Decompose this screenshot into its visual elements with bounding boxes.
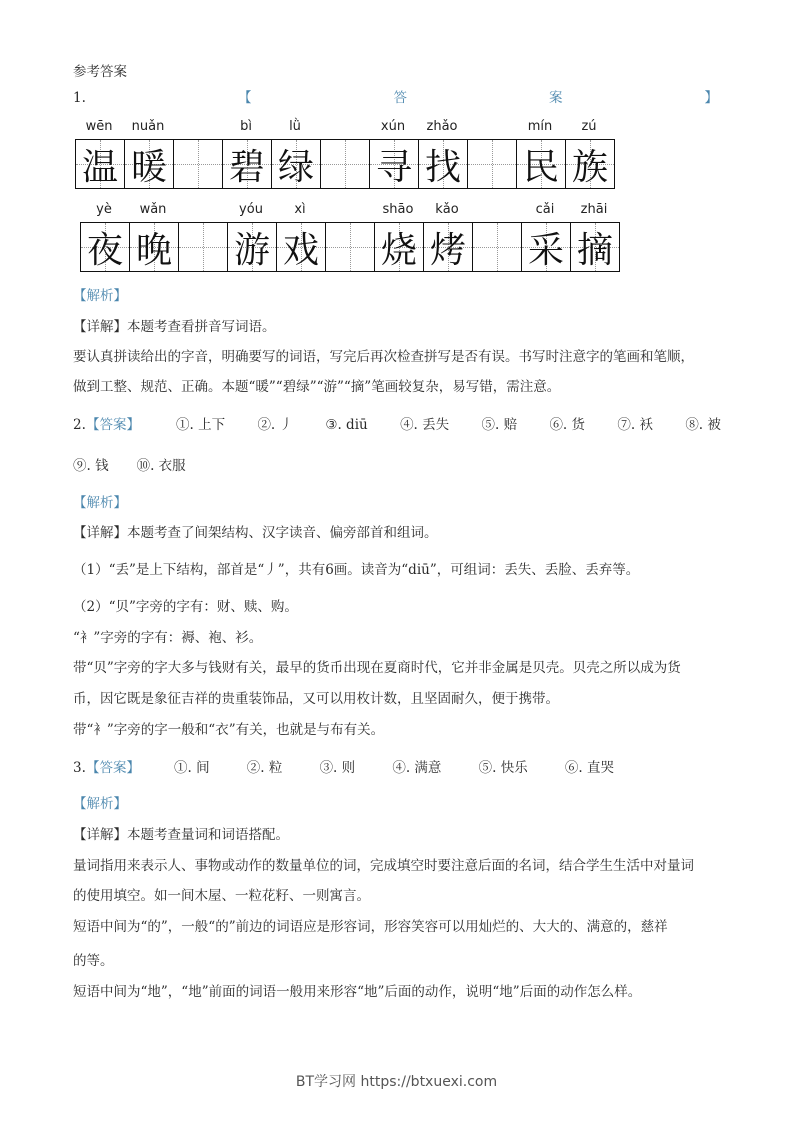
answer-item: ⑥. 货	[549, 417, 586, 433]
footer-watermark: BT学习网 https://btxuexi.com	[295, 1074, 498, 1090]
detail-text: 要认真拼读给出的字音，明确要写的词语，写完后再次检查拼写是否有误。书写时注意字的笔画和笔顺，	[73, 349, 694, 365]
pinyin-label: lǜ	[289, 119, 301, 134]
pinyin-label: kǎo	[435, 202, 459, 217]
grid-cell	[228, 222, 277, 272]
analysis-label-2: 【解析】	[73, 495, 127, 511]
grid-cell	[277, 222, 326, 272]
answer-item: ⑨. 钱	[73, 458, 109, 474]
answer-item: ①. 间	[174, 760, 210, 776]
grid-cell	[130, 222, 179, 272]
pinyin-label: wǎn	[139, 202, 167, 217]
detail-text: （1）“丢”是上下结构，部首是“丿”，共有6画。读音为“diū”，可组词：丢失、丢脸、丢弃等。	[73, 562, 640, 578]
answer-list-2	[176, 416, 721, 434]
grid-character: 晚	[135, 229, 172, 271]
grid-character: 族	[571, 146, 608, 188]
question-number-1: 1.	[73, 90, 86, 106]
answer-item: ①. 上下	[176, 417, 226, 433]
grid-character: 绿	[277, 146, 314, 188]
answer-item: ③. 则	[319, 760, 356, 776]
grid-cell	[76, 139, 125, 189]
detail-text: 量词指用来表示人、事物或动作的数量单位的词，完成填空时要注意后面的名词，结合学生生活中对量词	[73, 858, 694, 874]
answer-list-3	[174, 759, 614, 777]
pinyin-label: mín	[527, 119, 553, 134]
grid-cell	[272, 139, 321, 189]
pinyin-label: zhǎo	[426, 119, 458, 134]
character-grid	[75, 139, 615, 189]
answer-bracket-close: 】	[704, 90, 718, 106]
grid-cell	[81, 222, 130, 272]
answer-bracket-open: 【	[238, 90, 252, 106]
answer-item: ⑤. 赔	[481, 417, 518, 433]
detail-text: 币，因它既是象征吉祥的贵重装饰品，又可以用枚计数，且坚固耐久，便于携带。	[73, 691, 559, 707]
pinyin-label: shāo	[382, 202, 414, 217]
analysis-label-3: 【解析】	[73, 796, 127, 812]
grid-character: 夜	[86, 229, 123, 271]
pinyin-label: xì	[294, 202, 306, 217]
grid-character: 采	[527, 229, 564, 271]
answer-item: ②. 丿	[257, 417, 294, 433]
grid-cell-blank	[321, 139, 370, 189]
grid-cell-blank	[326, 222, 375, 272]
grid-cell	[375, 222, 424, 272]
detail-text: 带“贝”字旁的字大多与钱财有关，最早的货币出现在夏商时代，它并非金属是贝壳。贝壳之所以成为货	[73, 660, 681, 676]
answer-item: ⑧. 被	[685, 417, 721, 433]
detail-text: 的使用填空。如一间木屋、一粒花籽、一则寓言。	[73, 888, 370, 904]
grid-cell	[223, 139, 272, 189]
grid-character: 摘	[576, 229, 613, 271]
grid-character: 碧	[228, 146, 265, 188]
answer-item: ⑦. 袄	[617, 417, 653, 433]
grid-character: 民	[522, 146, 559, 188]
grid-character: 戏	[282, 229, 319, 271]
character-grid	[80, 222, 620, 272]
answer-list-2-cont	[73, 457, 214, 475]
question-number-3: 3.	[73, 760, 86, 776]
grid-character: 游	[233, 229, 270, 271]
answer-item: ⑤. 快乐	[478, 760, 528, 776]
answer-item: ④. 满意	[392, 760, 442, 776]
answer-label-2: 【答案】	[86, 417, 140, 433]
pinyin-grid-row-1	[75, 119, 615, 189]
detail-text: “衤”字旁的字有：褥、袍、衫。	[73, 630, 263, 646]
pinyin-label: nuǎn	[131, 119, 165, 134]
grid-character: 温	[81, 146, 118, 188]
pinyin-label: bì	[240, 119, 252, 134]
answer-item: ⑩. 衣服	[136, 458, 186, 474]
grid-cell-blank	[179, 222, 228, 272]
detail-text: 短语中间为“的”，一般“的”前边的词语应是形容词，形容笑容可以用灿烂的、大大的、满意的，慈祥	[73, 919, 668, 935]
answer-item: ②. 粒	[246, 760, 283, 776]
detail-text: 短语中间为“地”，“地”前面的词语一般用来形容“地”后面的动作，说明“地”后面的动作怎么样。	[73, 984, 642, 1000]
grid-character: 暖	[130, 146, 167, 188]
grid-character: 寻	[375, 146, 412, 188]
answer-bar-1	[238, 89, 718, 107]
answer-char-2: 案	[549, 90, 563, 106]
pinyin-label: zú	[581, 119, 597, 134]
grid-cell	[125, 139, 174, 189]
answer-label-3: 【答案】	[86, 760, 140, 776]
answer-item: ③. diū	[325, 417, 368, 433]
grid-cell	[424, 222, 473, 272]
detail-heading-3: 【详解】本题考查量词和词语搭配。	[73, 827, 289, 843]
pinyin-label: cǎi	[535, 202, 555, 217]
analysis-label-1: 【解析】	[73, 288, 127, 304]
grid-cell	[517, 139, 566, 189]
grid-cell-blank	[473, 222, 522, 272]
grid-cell	[370, 139, 419, 189]
answer-item: ④. 丢失	[400, 417, 450, 433]
detail-text: 做到工整、规范、正确。本题“暖”“碧绿”“游”“摘”笔画较复杂，易写错，需注意。	[73, 379, 561, 395]
detail-heading-2: 【详解】本题考查了间架结构、汉字读音、偏旁部首和组词。	[73, 525, 438, 541]
grid-cell	[571, 222, 620, 272]
answer-char-1: 答	[393, 90, 407, 106]
pinyin-grid-row-2	[80, 202, 620, 272]
page-title: 参考答案	[73, 64, 127, 80]
pinyin-label: zhāi	[580, 202, 608, 217]
detail-text: 的等。	[73, 953, 114, 969]
detail-text: （2）“贝”字旁的字有：财、赎、购。	[73, 599, 298, 615]
detail-text: 带“衤”字旁的字一般和“衣”有关，也就是与布有关。	[73, 722, 385, 738]
question-number-2: 2.	[73, 417, 86, 433]
grid-cell	[419, 139, 468, 189]
grid-cell	[522, 222, 571, 272]
grid-character: 找	[424, 146, 461, 188]
answer-item: ⑥. 直哭	[564, 760, 614, 776]
pinyin-label: yè	[96, 202, 112, 217]
grid-character: 烤	[429, 229, 466, 271]
grid-cell-blank	[174, 139, 223, 189]
pinyin-label: yóu	[239, 202, 263, 217]
detail-heading-1: 【详解】本题考查看拼音写词语。	[73, 319, 276, 335]
grid-cell-blank	[468, 139, 517, 189]
grid-cell	[566, 139, 615, 189]
pinyin-label: wēn	[85, 119, 113, 134]
pinyin-label: xún	[380, 119, 406, 134]
grid-character: 烧	[380, 229, 417, 271]
